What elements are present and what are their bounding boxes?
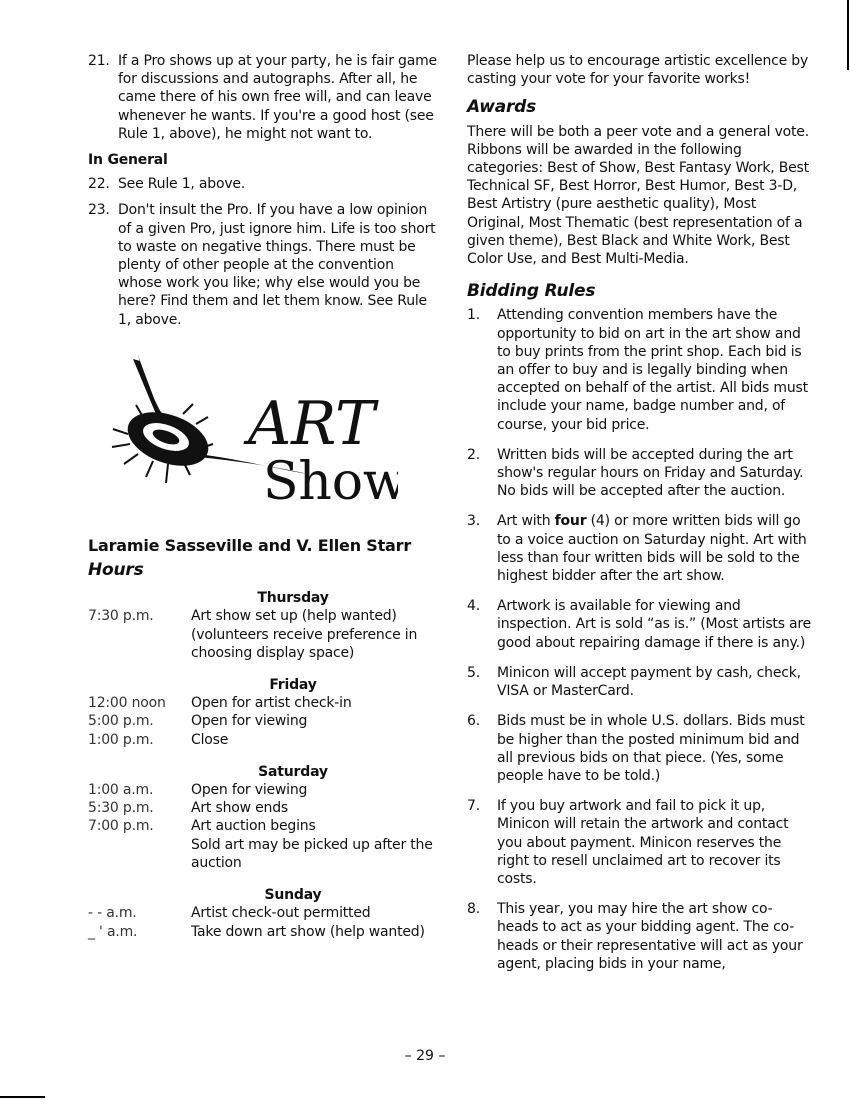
schedule-time <box>88 836 191 872</box>
schedule-event: Take down art show (help wanted) <box>191 923 425 940</box>
schedule-row <box>88 781 438 799</box>
rule-text: Don't insult the Pro. If you have a low opinion of a given Pro, just ignore him. Life is too short to waste on negative things. There must be plenty of other people at the convention whose work you like; why else would you be here? Find them and let them know. See Rule 1, above. <box>118 202 436 328</box>
page-edge-line <box>847 0 849 70</box>
schedule-row <box>88 904 438 922</box>
schedule-time: 5:00 p.m. <box>88 713 154 730</box>
schedule-row <box>88 694 438 712</box>
rule-text: If a Pro shows up at your party, he is fair game for discussions and autographs. After all, he came there of his own free will, and can leave whenever he wants. If you're a good host (see Rule 1, above), he might not want to. <box>118 53 437 142</box>
bidding-rule-2 <box>467 446 812 501</box>
rule-text: Artwork is available for viewing and inspection. Art is sold “as is.” (Most artists are good about repairing damage if there is any.) <box>497 598 812 651</box>
rule-text: See Rule 1, above. <box>118 176 246 193</box>
schedule-event: Art show set up (help wanted) (volunteers receive preference in choosing display space) <box>191 608 418 661</box>
day-thursday: Thursday <box>257 590 329 607</box>
rule-number: 1. <box>467 307 480 324</box>
schedule-time: - - a.m. <box>88 905 137 922</box>
schedule-row <box>88 817 438 835</box>
schedule-event: Sold art may be picked up after the auction <box>191 836 433 871</box>
schedule-time: 1:00 a.m. <box>88 782 154 799</box>
rule-number: 21. <box>88 53 110 69</box>
rule-number: 23. <box>88 202 110 219</box>
rule-number: 22. <box>88 176 110 193</box>
bidding-rule-7 <box>467 797 812 888</box>
bidding-rule-1 <box>467 306 812 433</box>
schedule-time: 1:00 p.m. <box>88 731 154 748</box>
rule-text-post: (4) or more written bids will go to a voice auction on Saturday night. Art with less than four written bids will be sold to the highest bidder after the art show. <box>497 513 807 585</box>
organizers-heading: Laramie Sasseville and V. Ellen Starr <box>88 535 412 555</box>
schedule-event: Art show ends <box>191 800 288 817</box>
bidding-rule-5 <box>467 664 812 700</box>
schedule-event: Open for artist check-in <box>191 695 352 712</box>
logo-word-show: Show <box>263 451 398 512</box>
schedule-time: 5:30 p.m. <box>88 800 154 817</box>
rule-text: Minicon will accept payment by cash, check, VISA or MasterCard. <box>497 664 801 700</box>
rule-number: 4. <box>467 598 480 615</box>
footer-rule-line <box>0 1096 45 1098</box>
rule-text-bold: four <box>554 513 587 530</box>
rule-number: 7. <box>467 798 480 815</box>
rule-21 <box>88 52 438 143</box>
awards-heading: Awards <box>467 97 537 118</box>
rule-text-pre: Art with <box>497 513 555 530</box>
awards-text: There will be both a peer vote and a general vote. Ribbons will be awarded in the following categories: Best of Show, Best Fantasy Work, Best Technical SF, Best Horror, Best Humor, Best 3-D, Best Artistry (pure aesthetic quality), Most Original, Most Thematic (best representation of a given theme), Best Black and White Work, Best Color Use, and Best Multi-Media. <box>467 123 809 268</box>
right-column <box>467 52 812 981</box>
art-show-logo-graphic <box>98 349 398 519</box>
schedule-row <box>88 799 438 817</box>
schedule-event: Art auction begins <box>191 818 316 835</box>
bidding-rule-4 <box>467 597 812 652</box>
schedule-time: 7:30 p.m. <box>88 608 154 625</box>
schedule-event: Close <box>191 731 229 748</box>
rule-text: Bids must be in whole U.S. dollars. Bids must be higher than the posted minimum bid and all previous bids on that piece. (Yes, some people have to be told.) <box>497 713 805 784</box>
schedule-row <box>88 923 438 941</box>
rule-23 <box>88 201 438 328</box>
schedule-time: _ ' a.m. <box>88 923 138 940</box>
bidding-rule-8 <box>467 900 812 973</box>
schedule-row <box>88 712 438 730</box>
rule-text: Attending convention members have the opportunity to bid on art in the art show and to buy prints from the print shop. Each bid is an offer to buy and is legally binding when accepted on behalf of the artist. All bids must include your name, badge number and, of course, your bid price. <box>497 307 808 433</box>
rule-number: 8. <box>467 901 480 918</box>
day-saturday: Saturday <box>258 763 328 780</box>
rule-text <box>497 512 812 585</box>
day-sunday: Sunday <box>264 887 322 904</box>
schedule-row <box>88 836 438 872</box>
hours-heading: Hours <box>88 560 144 581</box>
rule-text: Written bids will be accepted during the art show's regular hours on Friday and Saturday. No bids will be accepted after the auction. <box>497 446 804 500</box>
schedule-time: 7:00 p.m. <box>88 818 154 835</box>
logo-word-art: ART <box>248 388 375 459</box>
rule-text: This year, you may hire the art show co-heads to act as your bidding agent. The co-heads or their representative will act as your agent, placing bids in your name, <box>497 901 803 972</box>
hours-schedule <box>88 589 438 940</box>
page-number: – 29 – <box>404 1048 446 1064</box>
schedule-event: Open for viewing <box>191 713 308 730</box>
art-show-logo <box>98 349 398 519</box>
schedule-row <box>88 731 438 749</box>
rule-22 <box>88 175 438 193</box>
in-general-heading: In General <box>88 152 168 169</box>
rule-text: If you buy artwork and fail to pick it up, Minicon will retain the artwork and contact you about payment. Minicon reserves the right to resell unclaimed art to recover its costs. <box>497 798 789 887</box>
schedule-event: Open for viewing <box>191 782 308 799</box>
schedule-row <box>88 607 438 662</box>
bidding-rule-3 <box>467 512 812 585</box>
bidding-rule-6 <box>467 712 812 785</box>
rule-number: 3. <box>467 513 480 530</box>
left-column <box>88 52 438 941</box>
schedule-event: Artist check-out permitted <box>191 905 371 922</box>
rule-number: 6. <box>467 713 480 730</box>
bidding-rules-heading: Bidding Rules <box>467 281 596 302</box>
schedule-time: 12:00 noon <box>88 695 166 712</box>
rule-number: 2. <box>467 446 480 463</box>
voting-intro: Please help us to encourage artistic excellence by casting your vote for your favorite works! <box>467 53 809 88</box>
day-friday: Friday <box>269 677 317 694</box>
rule-number: 5. <box>467 664 480 681</box>
